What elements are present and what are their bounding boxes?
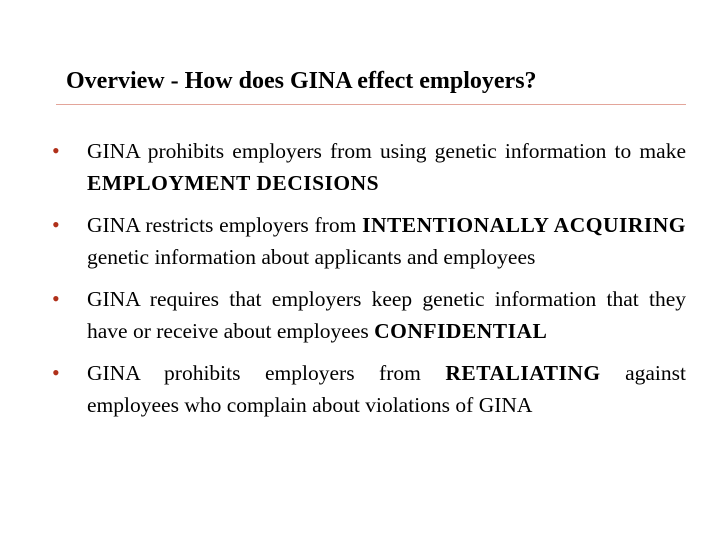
bullet-text-post: genetic information about applicants and employees bbox=[87, 245, 536, 269]
bullet-item-retaliating bbox=[52, 357, 686, 421]
bullet-item-confidential bbox=[52, 283, 686, 347]
bullet-dot-icon: • bbox=[52, 360, 60, 385]
slide-title: Overview - How does GINA effect employers? bbox=[66, 68, 537, 94]
bullet-item-intentionally-acquiring bbox=[52, 209, 686, 273]
bullet-text-bold: INTENTIONALLY ACQUIRING bbox=[362, 213, 687, 237]
bullet-text-pre: GINA requires that employers keep genetic information that they have or receive about employees bbox=[87, 287, 686, 343]
bullet-text-bold: EMPLOYMENT DECISIONS bbox=[87, 171, 380, 195]
bullet-dot-icon: • bbox=[52, 212, 60, 237]
title-divider bbox=[56, 104, 686, 105]
bullet-text-pre: GINA prohibits employers from bbox=[87, 361, 446, 385]
bullet-dot-icon: • bbox=[52, 286, 60, 311]
bullet-text-pre: GINA prohibits employers from using genetic information to make bbox=[87, 139, 686, 163]
bullet-text-post: against employees who complain about violations of GINA bbox=[87, 361, 686, 417]
bullet-text-bold: CONFIDENTIAL bbox=[374, 319, 548, 343]
bullet-dot-icon: • bbox=[52, 138, 60, 163]
bullet-item-employment-decisions bbox=[52, 135, 686, 199]
bullet-text-bold: RETALIATING bbox=[445, 361, 601, 385]
bullet-text-pre: GINA restricts employers from bbox=[87, 213, 363, 237]
bullet-list bbox=[52, 135, 686, 431]
